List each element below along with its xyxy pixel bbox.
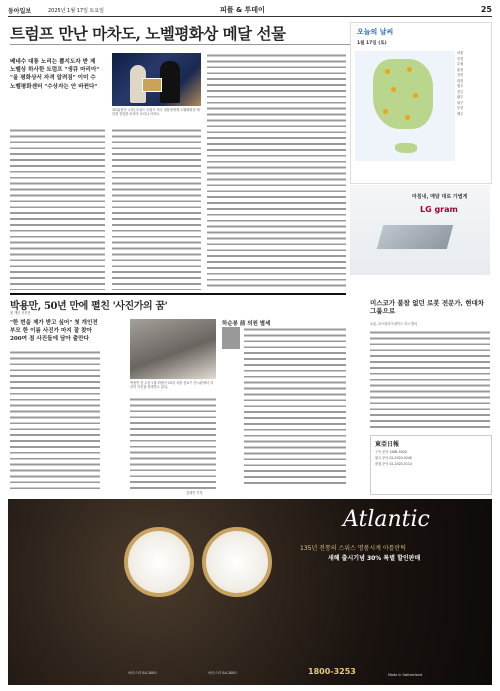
info-line: 편집 문의 02-2020-0114 xyxy=(375,462,412,466)
watch-right xyxy=(202,527,272,597)
city-label: 전주 xyxy=(457,89,464,94)
ad-brand: Atlantic xyxy=(343,507,430,532)
col3-headline: 미스코가 불참 없던 로봇 전문가, 현대차그룹으로 xyxy=(370,299,485,315)
ad-phone: 1800-3253 xyxy=(308,667,356,676)
city-label: 수원 xyxy=(457,62,464,66)
ad-brand: LG gram xyxy=(420,205,458,214)
laptop-ad xyxy=(350,185,490,275)
lead-body-col2 xyxy=(112,128,201,290)
ad-subtitle: 새해 출시기념 30% 특별 할인판매 xyxy=(328,555,421,562)
lead-body-col3 xyxy=(207,53,346,290)
model-right: 씨마스터 SA-3000 xyxy=(208,671,237,675)
section-title: 피플 & 투데이 xyxy=(220,6,265,14)
city-label: 부산 xyxy=(457,106,464,110)
obit-portrait xyxy=(222,327,240,349)
col3-body xyxy=(370,330,490,430)
subhead: 200여 점 사진들에 담아 출만다 xyxy=(10,336,89,343)
info-title: 東亞日報 xyxy=(375,441,400,448)
info-line: 광고 문의 02-2020-0240 xyxy=(375,456,412,460)
section2-headline: 박용만, 50년 만에 펼친 '사진가의 꿈' xyxy=(10,301,168,312)
watch-left xyxy=(124,527,194,597)
city-label: 광주 xyxy=(457,95,464,99)
city-label: 대전 xyxy=(457,78,464,83)
weather-box xyxy=(350,22,492,184)
subhead: 노벨상 하사한 트럼프 "생큐 마리아" xyxy=(10,67,100,74)
laptop-image xyxy=(377,225,453,249)
city-label: 강릉 xyxy=(457,73,464,77)
lead-body-col1 xyxy=(10,128,105,290)
ad-title: 135년 전통의 스위스 명품시계 아틀란틱 xyxy=(300,545,407,552)
page-number: 25 xyxy=(480,5,492,14)
obit-title: 하순봉 前 의원 별세 xyxy=(222,321,271,327)
divider xyxy=(10,44,350,45)
sun-icon xyxy=(383,109,388,114)
lead-subheads xyxy=(10,58,105,91)
section2-author: 김태언 기자 xyxy=(186,491,203,495)
made-in: Made in Switzerland xyxy=(388,673,423,677)
watch-ad xyxy=(8,499,492,685)
sun-icon xyxy=(391,87,396,92)
weather-title: 오늘의 날씨 xyxy=(357,28,394,36)
newspaper-logo: 동아일보 xyxy=(8,8,32,15)
sun-icon xyxy=(385,69,390,74)
land-shape xyxy=(373,59,433,129)
info-box xyxy=(370,435,492,495)
weather-map xyxy=(355,51,455,161)
obit-body xyxy=(244,327,346,487)
island-shape xyxy=(395,143,417,153)
section-rule xyxy=(10,293,346,295)
weather-date: 1월 17일 (토) xyxy=(357,41,387,46)
city-label: 대구 xyxy=(457,100,464,105)
section2-body-col2 xyxy=(130,397,216,490)
photo-caption: 15일(현지 시각) 도널드 트럼프 미국 대통령에게 노벨평화상 메달을 전달한 마리아 코리나 마차도. xyxy=(112,108,200,117)
city-label: 인천 xyxy=(457,56,464,61)
subhead: 노벨평화센터 "수상자는 안 바뀐다" xyxy=(10,83,98,90)
person-figure xyxy=(160,61,180,103)
col3-byline: 로봇, 보스턴다이내믹스 지시 발어 xyxy=(370,322,418,326)
section2-subheads xyxy=(10,319,130,344)
sun-icon xyxy=(413,93,418,98)
subhead: "올 평화상서 자격 알려짐" 이미 수 xyxy=(10,75,96,82)
section2-photo xyxy=(130,319,216,379)
medal-frame xyxy=(142,78,162,92)
city-label: 제주 xyxy=(457,111,464,116)
city-label: 서울 xyxy=(457,51,464,55)
model-left: 씨마스터 SA-3000 xyxy=(128,671,157,675)
section2-body-col1 xyxy=(10,350,100,490)
info-line: 구독 문의 1588-5000 xyxy=(375,450,407,454)
subhead: "한 번을 제가 받고 싶어" 첫 개인전 xyxy=(10,320,98,326)
city-label: 춘천 xyxy=(457,67,464,72)
sun-icon xyxy=(405,115,410,120)
lead-photo xyxy=(112,53,201,106)
section2-byline: 첫 개인 사진전 xyxy=(10,311,31,315)
section2-photo-caption: 박용만 전 두산그룹 회장이 15일 서울 종로구 전시관에서 자신의 사진을 설명하고 있다. xyxy=(130,381,213,390)
city-label: 청주 xyxy=(457,84,464,88)
issue-date: 2025년 1월 17일 토요일 xyxy=(48,8,105,14)
lead-headline: 트럼프 만난 마차도, 노벨평화상 메달 선물 xyxy=(10,24,286,43)
sun-icon xyxy=(407,67,412,72)
weather-city-list xyxy=(457,51,487,117)
masthead xyxy=(8,4,492,17)
ad-tagline: 마침내, 매달 대로 가볍게 xyxy=(412,194,468,200)
subhead: 베네수 대통 노리는 뽑지도자 받 제 xyxy=(10,59,96,65)
subhead: 부모 한 이름 사진가 마지 잘 찾아 xyxy=(10,328,92,335)
